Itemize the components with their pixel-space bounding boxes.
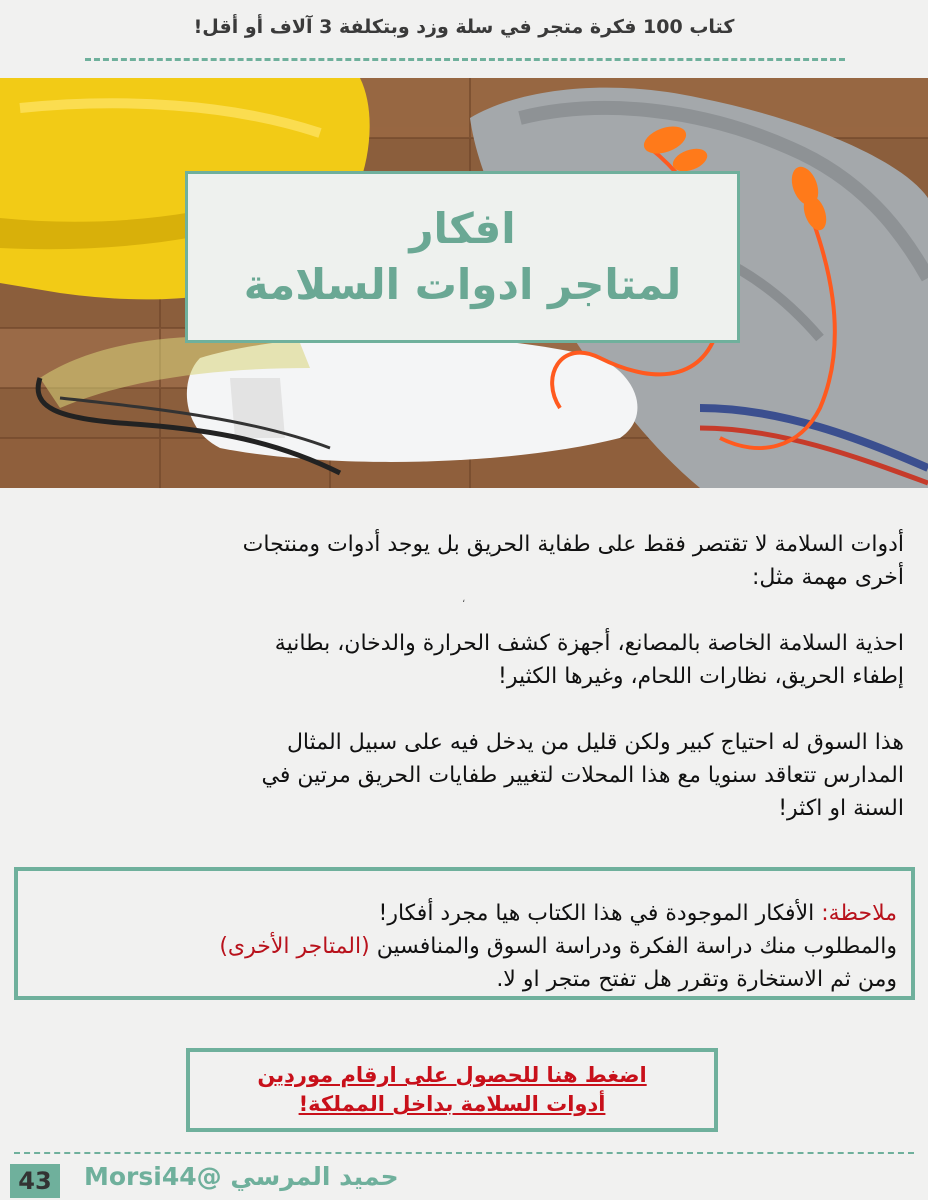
page-number: 43 (10, 1164, 60, 1198)
paragraph-2-line-1: احذية السلامة الخاصة بالمصانع، أجهزة كشف الحرارة والدخان، بطانية (274, 631, 904, 656)
paragraph-3-line-1: هذا السوق له احتياج كبير ولكن قليل من يدخل فيه على سبيل المثال (286, 730, 904, 755)
paragraph-1-line-1: أدوات السلامة لا تقتصر فقط على طفاية الحريق بل يوجد أدوات ومنتجات (242, 532, 904, 557)
top-divider (85, 58, 845, 61)
note-line-2-text: والمطلوب منك دراسة الفكرة ودراسة السوق والمنافسين (369, 934, 897, 959)
paragraph-3-line-3: السنة او اكثر! (778, 796, 904, 821)
stray-mark: ، (462, 594, 466, 605)
supplier-link-line-1[interactable]: اضغط هنا للحصول على ارقام موردين (257, 1063, 647, 1087)
paragraph-3-line-2: المدارس تتعاقد سنويا مع هذا المحلات لتغيير طفايات الحريق مرتين في (261, 763, 904, 788)
paragraph-1-line-2: أخرى مهمة مثل: (752, 565, 904, 590)
body-text (24, 528, 904, 825)
hero-title-line1: افكار (409, 204, 516, 253)
hero-title-box (185, 171, 740, 343)
paragraph-2-line-2: إطفاء الحريق، نظارات اللحام، وغيرها الكثير! (498, 664, 904, 689)
note-box (14, 867, 915, 1000)
hero-title-line2: لمتاجر ادوات السلامة (243, 260, 682, 309)
note-line-1 (28, 897, 897, 930)
book-title: كتاب 100 فكرة متجر في سلة وزد وبتكلفة 3 آلاف أو أقل! (193, 16, 735, 38)
bottom-divider (14, 1152, 914, 1154)
note-label: ملاحظة: (821, 901, 897, 926)
note-highlight: (المتاجر الأخرى) (219, 934, 370, 959)
note-line-2 (28, 930, 897, 963)
author-handle: حميد المرسي @Morsi44 (84, 1162, 399, 1191)
supplier-link-line-2[interactable]: أدوات السلامة بداخل المملكة! (298, 1092, 606, 1116)
note-line-3: ومن ثم الاستخارة وتقرر هل تفتح متجر او لا. (496, 967, 897, 992)
note-line-1-text: الأفكار الموجودة في هذا الكتاب هيا مجرد أفكار! (378, 901, 822, 926)
supplier-link-box[interactable] (186, 1048, 718, 1132)
